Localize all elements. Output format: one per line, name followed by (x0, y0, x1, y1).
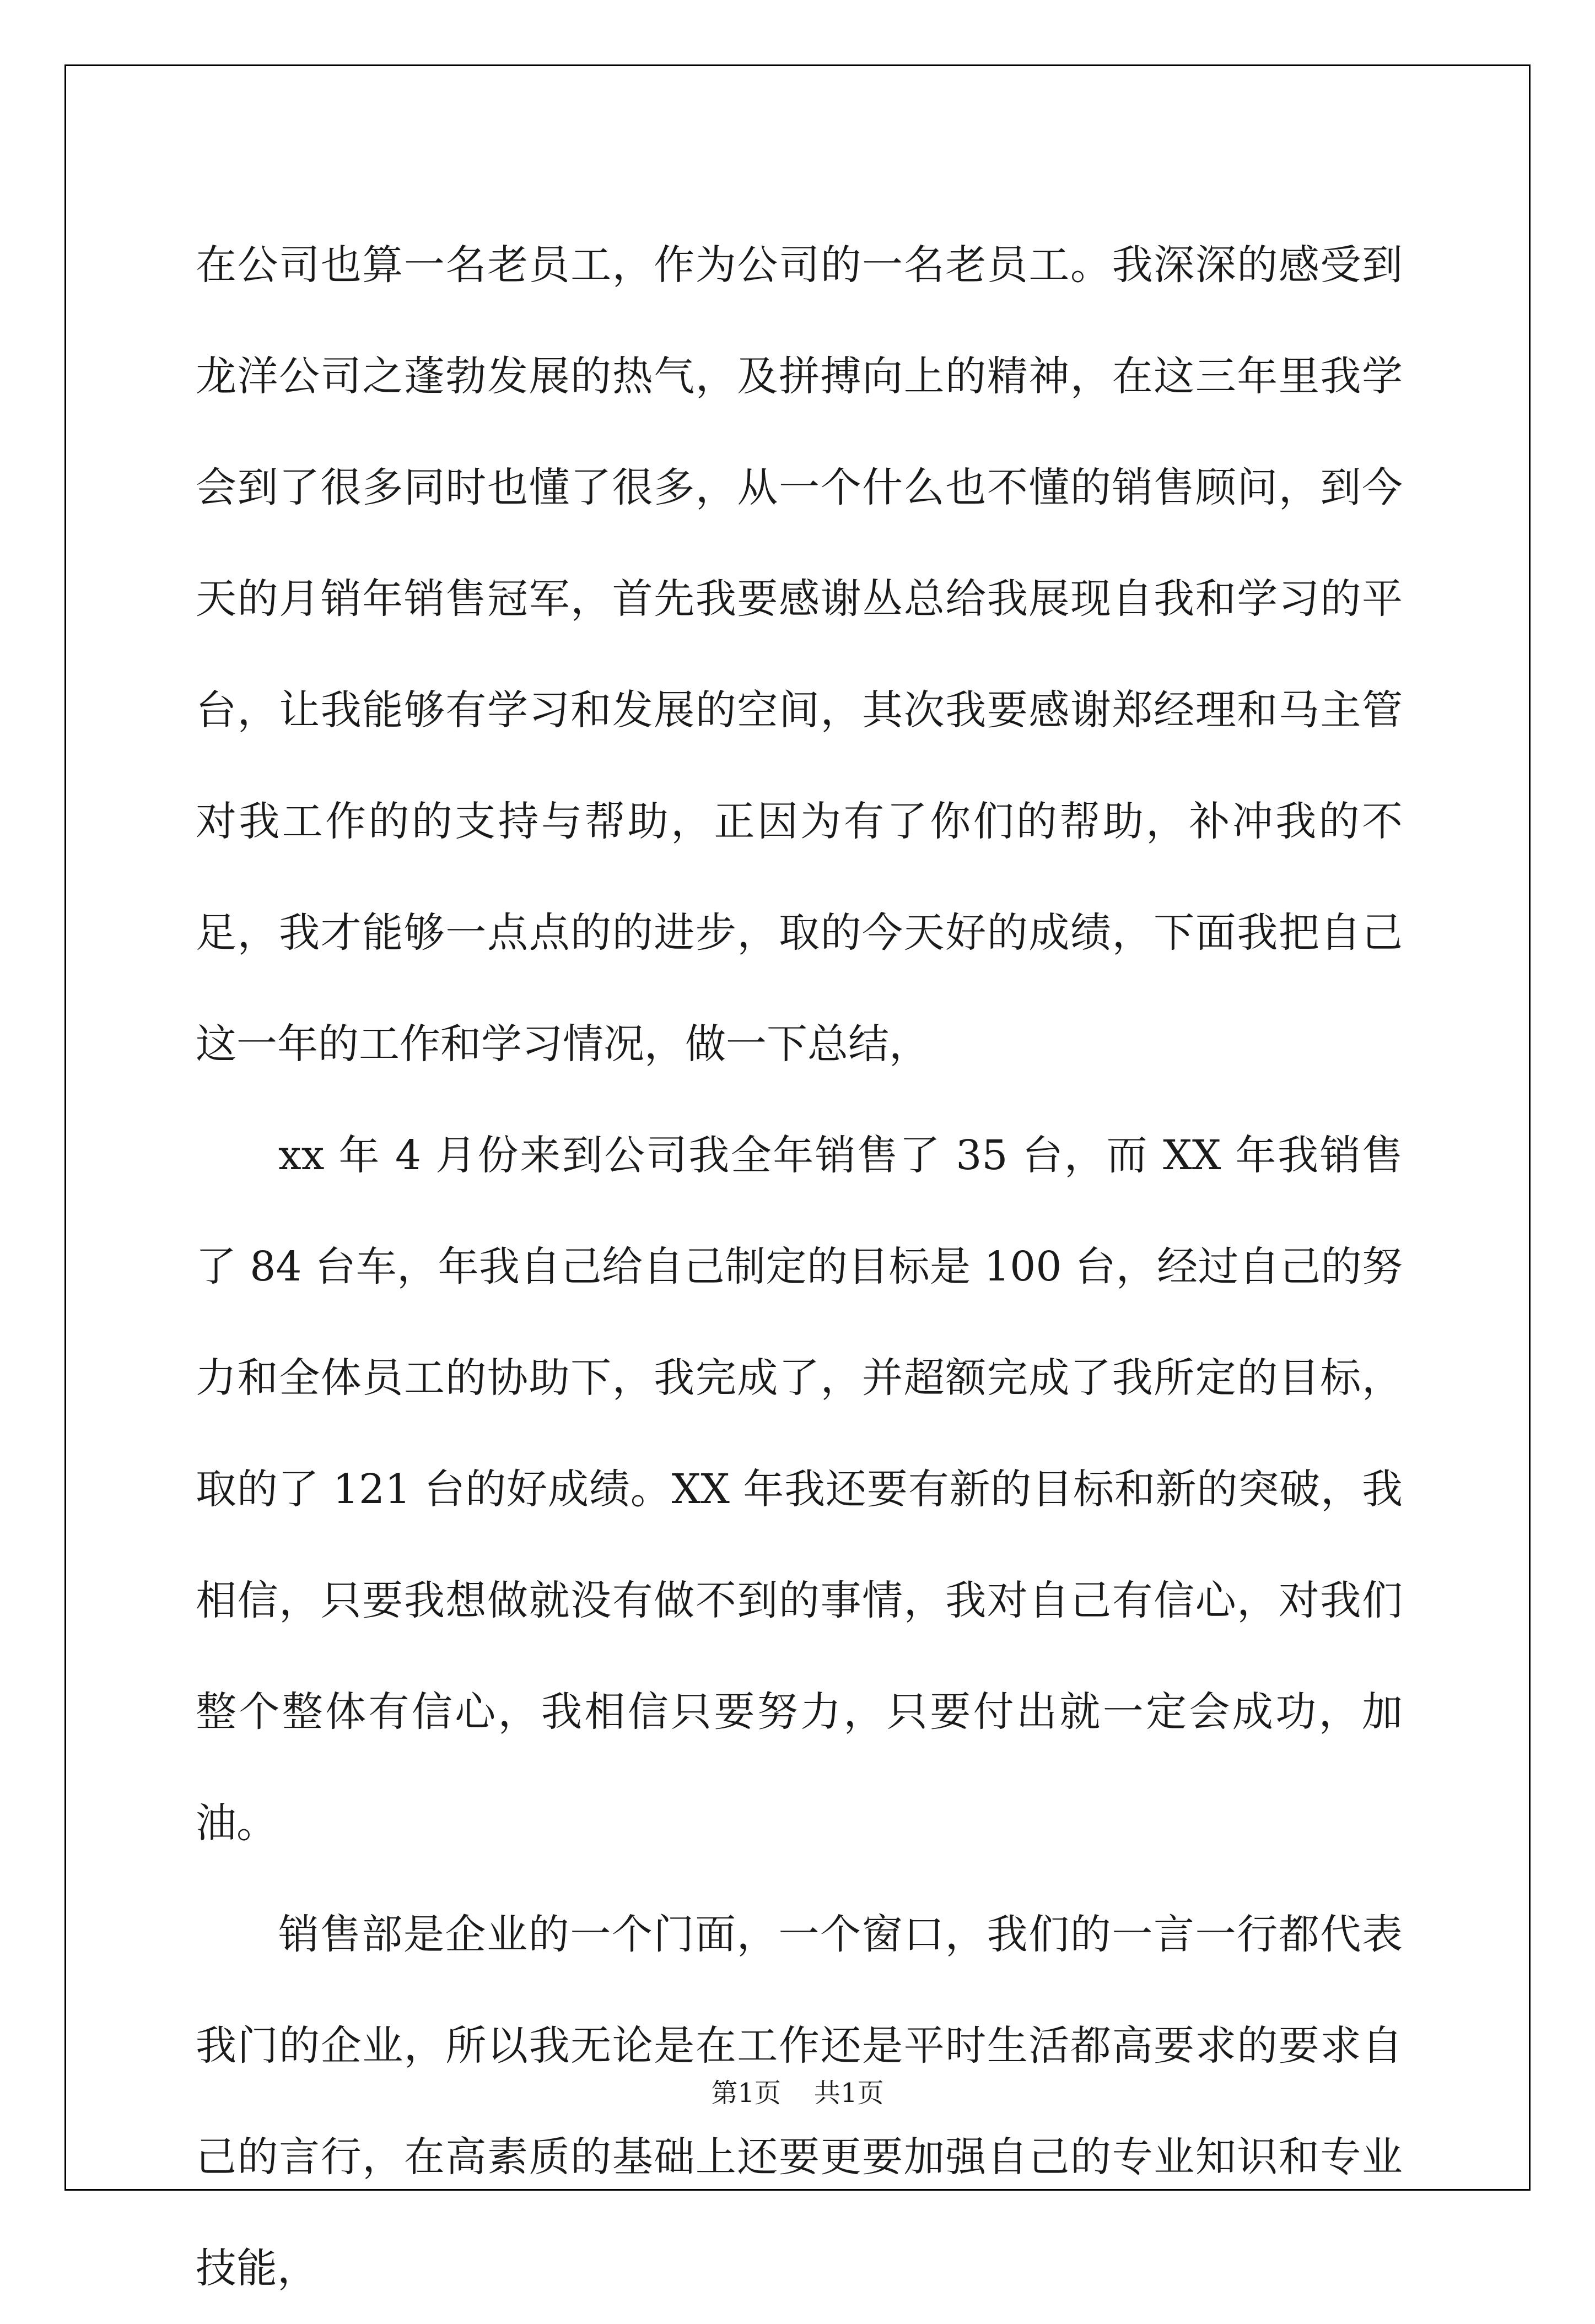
document-body (196, 209, 1403, 2324)
paragraph-1: 在公司也算一名老员工，作为公司的一名老员工。我深深的感受到龙洋公司之蓬勃发展的热气，及拼搏向上的精神，在这三年里我学会到了很多同时也懂了很多，从一个什么也不懂的销售顾问，到今天的月销年销售冠军，首先我要感谢丛总给我展现自我和学习的平台，让我能够有学习和发展的空间，其次我要感谢郑经理和马主管对我工作的的支持与帮助，正因为有了你们的帮助，补冲我的不足，我才能够一点点的的进步，取的今天好的成绩，下面我把自己这一年的工作和学习情况，做一下总结， (196, 241, 1403, 1068)
paragraph-3: 销售部是企业的一个门面，一个窗口，我们的一言一行都代表我门的企业，所以我无论是在工作还是平时生活都高要求的要求自己的言行，在高素质的基础上还要更要加强自己的专业知识和专业技能， (196, 1911, 1403, 2292)
page-footer (0, 2072, 1595, 2110)
page-number-total: 共1页 (814, 2078, 884, 2109)
paragraph-2: xx 年 4 月份来到公司我全年销售了 35 台，而 XX 年我销售了 84 台车，年我自己给自己制定的目标是 100 台，经过自己的努力和全体员工的协助下，我完成了，并超额完成了我所定的目标，取的了 121 台的好成绩。XX 年我还要有新的目标和新的突破，我相信，只要我想做就没有做不到的事情，我对自己有信心，对我们整个整体有信心，我相信只要努力，只要付出就一定会成功，加油。 (196, 1132, 1403, 1847)
page-number-current: 第1页 (711, 2078, 781, 2109)
